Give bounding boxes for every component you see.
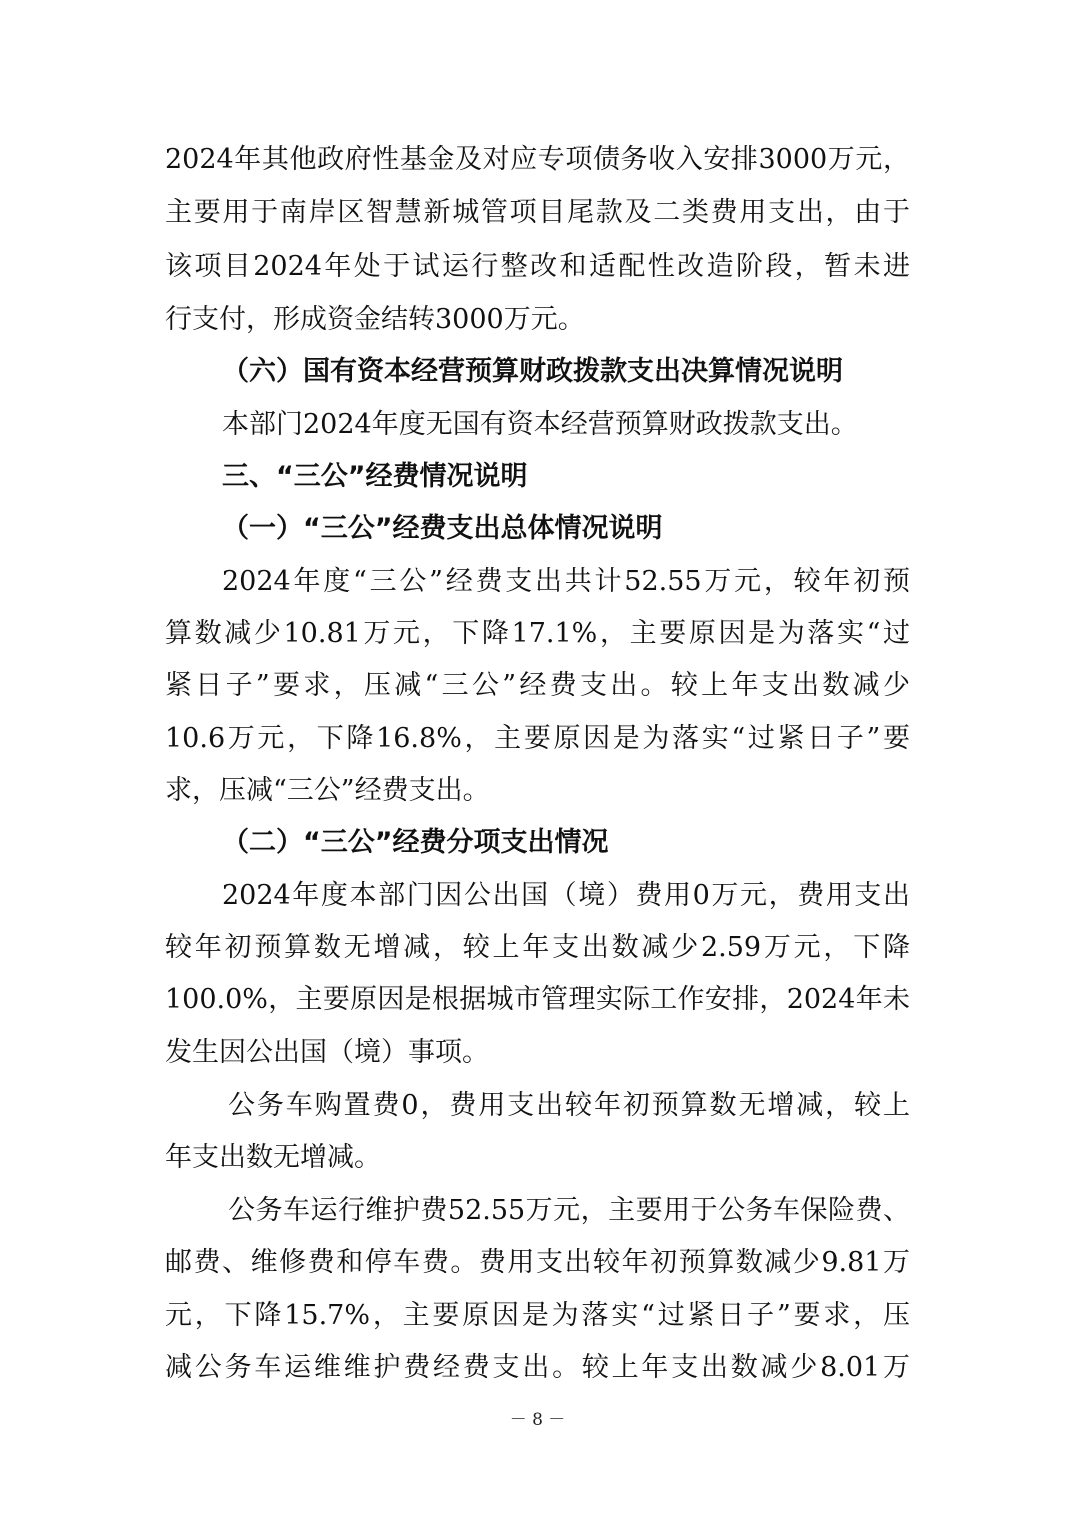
body-text-line: 2024年其他政府性基金及对应专项债务收入安排3000万元， [165,144,910,175]
body-text-line: 减公务车运维维护费经费支出。较上年支出数减少8.01万 [165,1352,910,1383]
body-text-line: 主要用于南岸区智慧新城管项目尾款及二类费用支出，由于 [165,197,910,228]
body-text-line: 公务车购置费0，费用支出较年初预算数无增减，较上 [228,1090,910,1121]
body-text-line: 2024年度“三公”经费支出共计52.55万元，较年初预 [222,566,910,597]
body-text-line: 本部门2024年度无国有资本经营预算财政拨款支出。 [222,409,858,440]
body-text-line: 100.0%，主要原因是根据城市管理实际工作安排，2024年未 [165,984,910,1015]
body-text-line: 公务车运行维护费52.55万元，主要用于公务车保险费、 [228,1195,910,1226]
body-text-line: 行支付，形成资金结转3000万元。 [165,304,585,335]
body-text-line: 该项目2024年处于试运行整改和适配性改造阶段，暂未进 [165,251,910,282]
body-text-line: 紧日子”要求，压减“三公”经费支出。较上年支出数减少 [165,670,910,701]
body-text-line: 年支出数无增减。 [165,1142,381,1173]
body-text-line: 较年初预算数无增减，较上年支出数减少2.59万元，下降 [165,932,910,963]
body-text-line: 算数减少10.81万元，下降17.1%，主要原因是为落实“过 [165,618,910,649]
section-heading: （一）“三公”经费支出总体情况说明 [222,513,663,544]
body-text-line: 10.6万元，下降16.8%，主要原因是为落实“过紧日子”要 [165,723,910,754]
body-text-line: 元，下降15.7%，主要原因是为落实“过紧日子”要求，压 [165,1300,910,1331]
body-text-line: 求，压减“三公”经费支出。 [165,775,490,806]
body-text-line: 2024年度本部门因公出国（境）费用0万元，费用支出 [222,880,910,911]
section-heading: （六）国有资本经营预算财政拨款支出决算情况说明 [222,356,843,387]
body-text-line: 发生因公出国（境）事项。 [165,1037,489,1068]
section-heading: 三、“三公”经费情况说明 [222,461,528,492]
body-text-line: 邮费、维修费和停车费。费用支出较年初预算数减少9.81万 [165,1247,910,1278]
section-heading: （二）“三公”经费分项支出情况 [222,827,609,858]
page-number: － 8 － [509,1410,566,1430]
